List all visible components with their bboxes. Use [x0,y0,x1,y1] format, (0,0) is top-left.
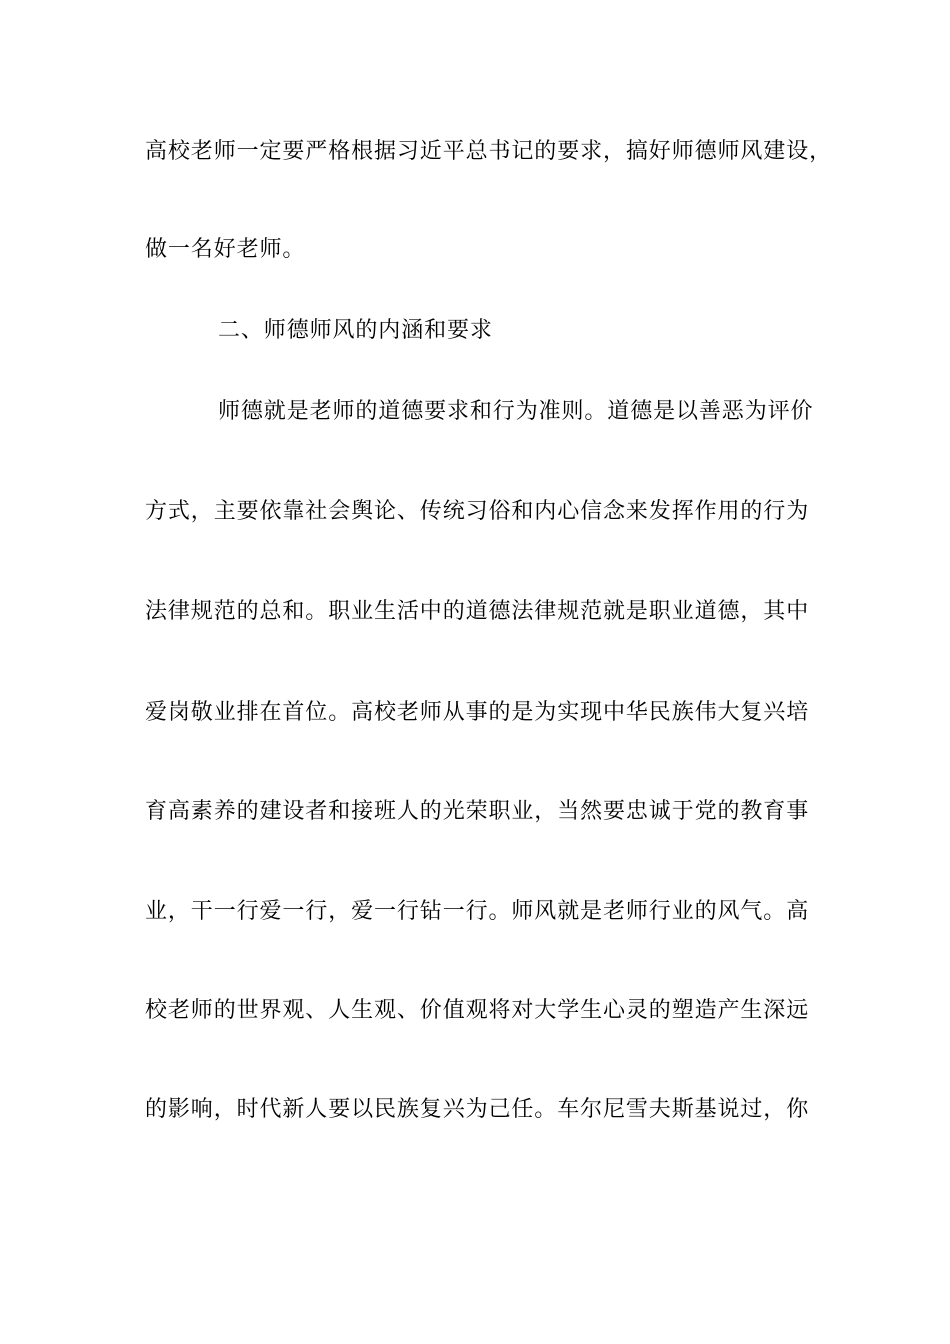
paragraph-line: 师德就是老师的道德要求和行为准则。道德是以善恶为评价 [218,399,814,424]
section-heading: 二、师德师风的内涵和要求 [218,318,493,343]
paragraph-line: 高校老师一定要严格根据习近平总书记的要求，搞好师德师风建设， [145,139,833,164]
paragraph-line: 方式，主要依靠社会舆论、传统习俗和内心信念来发挥作用的行为 [145,499,810,524]
paragraph-line: 爱岗敬业排在首位。高校老师从事的是为实现中华民族伟大复兴培 [145,700,810,725]
paragraph-line: 的影响，时代新人要以民族复兴为己任。车尔尼雪夫斯基说过，你 [145,1097,810,1122]
paragraph-line: 业，干一行爱一行，爱一行钻一行。师风就是老师行业的风气。高 [145,899,810,924]
paragraph-line: 育高素养的建设者和接班人的光荣职业，当然要忠诚于党的教育事 [145,799,810,824]
paragraph-line: 校老师的世界观、人生观、价值观将对大学生心灵的塑造产生深远 [145,998,810,1023]
paragraph-line: 法律规范的总和。职业生活中的道德法律规范就是职业道德，其中 [145,599,810,624]
paragraph-line: 做一名好老师。 [145,237,306,262]
